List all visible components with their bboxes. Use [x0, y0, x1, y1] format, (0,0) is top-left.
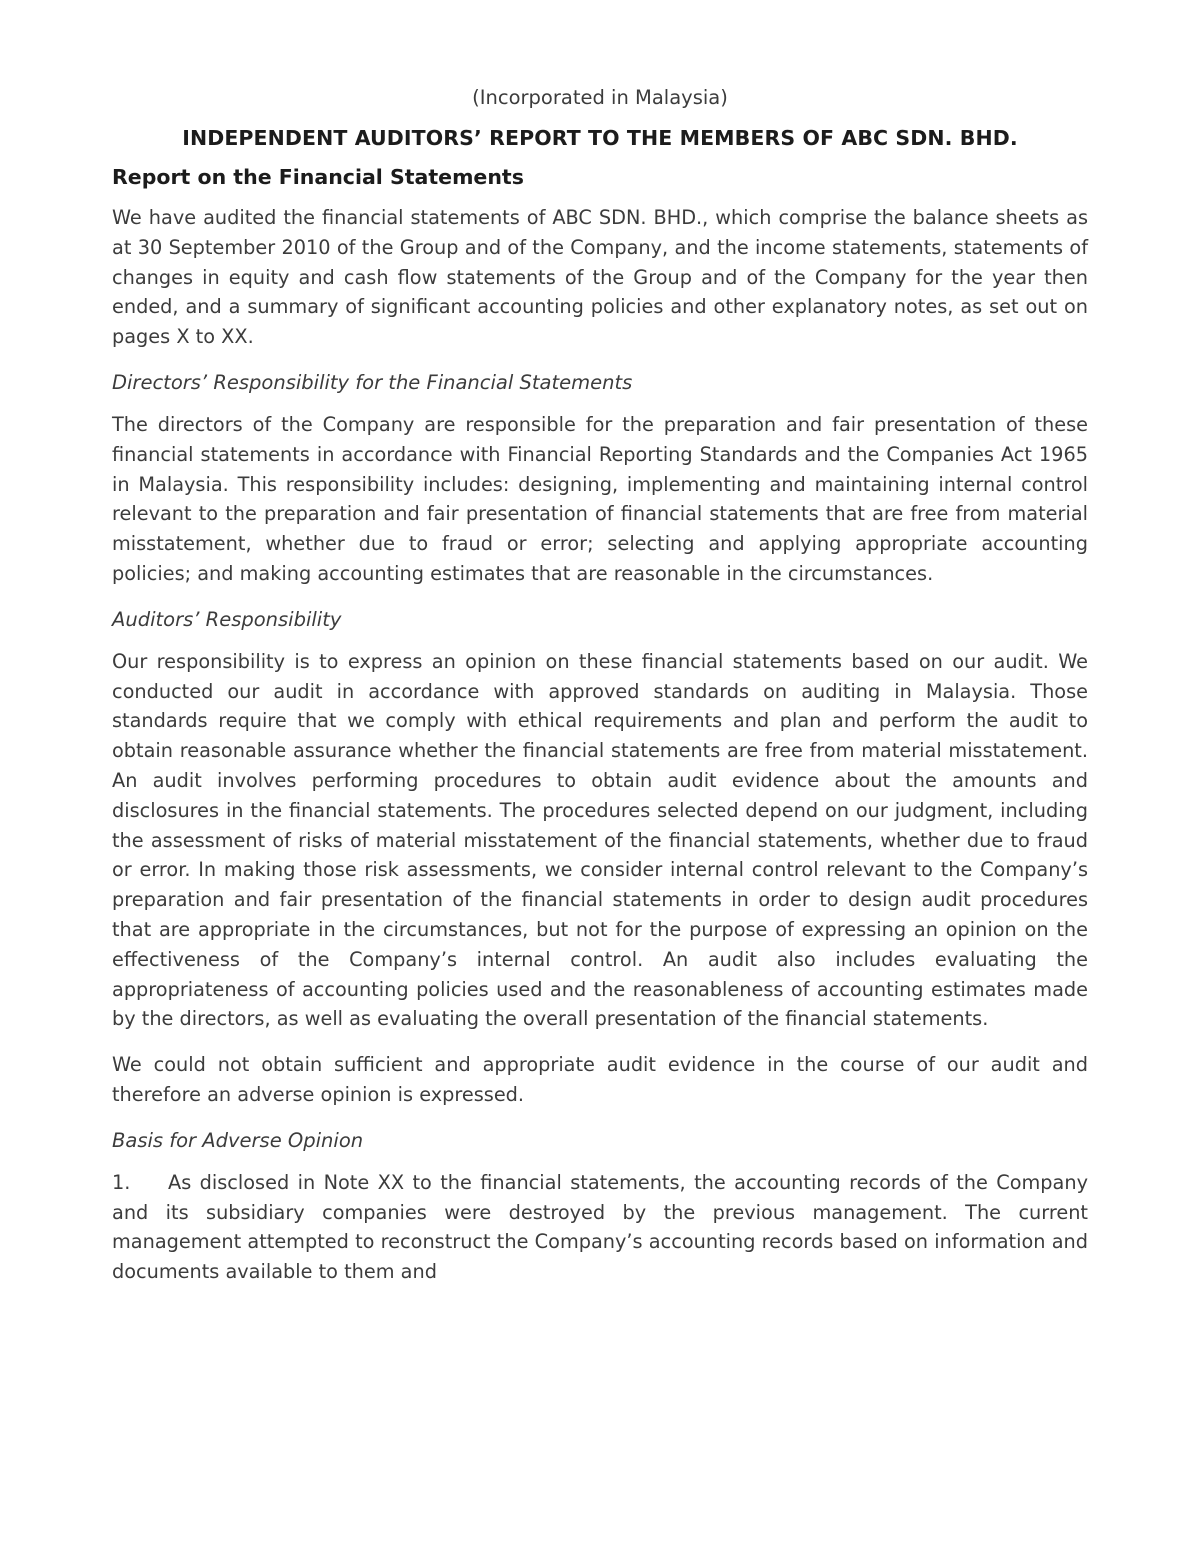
- section-heading-directors-responsibility: Directors’ Responsibility for the Financial Statements: [112, 370, 633, 394]
- section-heading-auditors-responsibility: Auditors’ Responsibility: [112, 607, 342, 631]
- paragraph-auditors-responsibility-1: Our responsibility is to express an opinion on these financial statements based on our audit. We conducted our audit in accordance with approved standards on auditing in Malaysia. Those standards require that we comply with ethical requirements and plan and perform the audit to obtain reasonable assurance whether the financial statements are free from material misstatement. An audit involves performing procedures to obtain audit evidence about the amounts and disclosures in the financial statements. The procedures selected depend on our judgment, including the assessment of risks of material misstatement of the financial statements, whether due to fraud or error. In making those risk assessments, we consider internal control relevant to the Company’s preparation and fair presentation of the financial statements in order to design audit procedures that are appropriate in the circumstances, but not for the purpose of expressing an opinion on the effectiveness of the Company’s internal control. An audit also includes evaluating the appropriateness of accounting policies used and the reasonableness of accounting estimates made by the directors, as well as evaluating the overall presentation of the financial statements.: [112, 649, 1088, 1031]
- paragraph-auditors-responsibility-2: We could not obtain sufficient and appropriate audit evidence in the course of our audit and therefore an adverse opinion is expressed.: [112, 1053, 1088, 1106]
- paragraph-directors-responsibility: The directors of the Company are responsible for the preparation and fair presentation of these financial statements in accordance with Financial Reporting Standards and the Companies Act 1965 in Malaysia. This responsibility includes: designing, implementing and maintaining internal control relevant to the preparation and fair presentation of financial statements that are free from material misstatement, whether due to fraud or error; selecting and applying appropriate accounting policies; and making accounting estimates that are reasonable in the circumstances.: [112, 412, 1088, 585]
- paragraph-report-on-financial-statements: We have audited the financial statements of ABC SDN. BHD., which comprise the balance sheets as at 30 September 2010 of the Group and of the Company, and the income statements, statements of changes in equity and cash flow statements of the Group and of the Company for the year then ended, and a summary of significant accounting policies and other explanatory notes, as set out on pages X to XX.: [112, 206, 1088, 349]
- numbered-list-item: [112, 1168, 1088, 1287]
- list-item-number: 1.: [112, 1170, 131, 1194]
- section-heading-basis-for-adverse-opinion: Basis for Adverse Opinion: [112, 1128, 364, 1152]
- document-content: [112, 84, 1088, 1287]
- incorporated-line: (Incorporated in Malaysia): [472, 86, 728, 109]
- section-heading-report-on-financial-statements: Report on the Financial Statements: [112, 165, 524, 189]
- list-item-text: As disclosed in Note XX to the financial statements, the accounting records of the Company and its subsidiary companies were destroyed by the previous management. The current management attempted to reconstruct the Company’s accounting records based on information and documents available to them and: [112, 1170, 1088, 1284]
- page-title: INDEPENDENT AUDITORS’ REPORT TO THE MEMBERS OF ABC SDN. BHD.: [182, 126, 1018, 150]
